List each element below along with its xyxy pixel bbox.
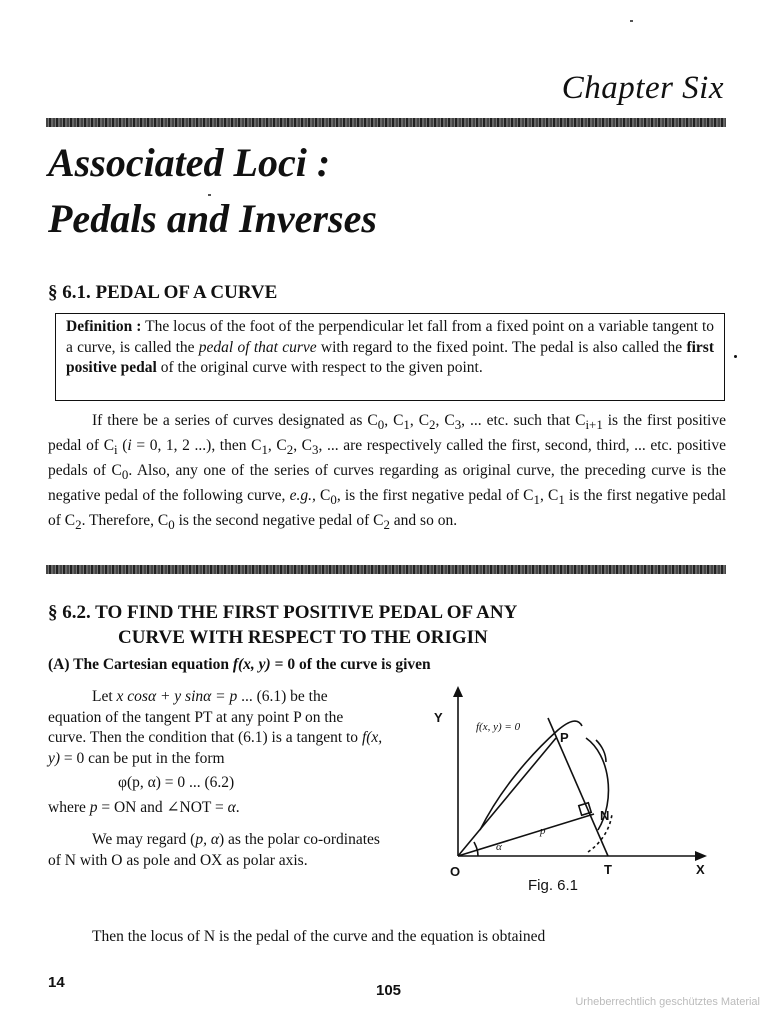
tangent-text: Let — [92, 688, 117, 705]
para-text: is the first positive pedal of C — [48, 412, 726, 455]
definition-box — [55, 313, 725, 401]
polar-paragraph — [48, 830, 384, 871]
section-heading-6-1: § 6.1. PEDAL OF A CURVE — [48, 282, 278, 303]
subheading-a — [48, 656, 431, 674]
para-italic: i — [127, 437, 132, 455]
curve-label: f(x, y) = 0 — [476, 721, 521, 733]
final-line: Then the locus of N is the pedal of the curve and the equation is obtained — [92, 928, 546, 945]
x-axis-label: X — [696, 862, 705, 877]
subheading-a-text: (A) The Cartesian equation — [48, 656, 233, 673]
y-axis-arrow — [453, 686, 463, 697]
para-sub: 0 — [168, 517, 175, 533]
where-text: where — [48, 798, 90, 816]
x-axis-arrow — [695, 851, 707, 861]
tangent-text-2: ... (6.1) be the equation of the tangent PT at any point P on the curve. Then the condition that (6.1) is a tangent to — [48, 688, 362, 746]
pedal-series-paragraph — [48, 410, 726, 535]
watermark: Urheberrechtlich geschütztes Material — [575, 996, 760, 1008]
point-n-label: N — [600, 808, 610, 823]
definition-italic: pedal of that curve — [198, 338, 317, 356]
left-column-text — [48, 687, 384, 871]
polar-pa: p, α — [195, 831, 219, 848]
para-italic: e.g., — [289, 487, 316, 505]
where-line — [48, 798, 384, 819]
tangent-paragraph — [48, 687, 384, 769]
para-sub: 0 — [377, 417, 385, 433]
para-sub: 1 — [558, 492, 565, 508]
tangent-fx: f(x, y) — [48, 729, 383, 767]
pedal-figure — [420, 680, 720, 900]
figure-caption: Fig. 6.1 — [528, 877, 579, 894]
alpha-label: α — [496, 841, 502, 853]
para-text: is the second negative pedal of C — [174, 512, 384, 530]
angle-arc — [474, 842, 478, 856]
para-sub: 2 — [286, 442, 294, 458]
top-rule — [46, 118, 726, 127]
para-sub: 0 — [330, 492, 337, 508]
section-heading-6-2 — [48, 600, 517, 650]
definition-text-a: The locus of the foot of the perpendicular let fall from a fixed point on a variable tangent to a curve, is called the — [66, 318, 714, 356]
scan-speck — [208, 194, 211, 196]
para-text: C — [315, 487, 331, 505]
para-sub: 3 — [312, 442, 319, 458]
title-line-1: Associated Loci : — [48, 140, 331, 185]
para-text: , ... etc. such that C — [461, 412, 586, 429]
subheading-a-fx: f(x, y) — [232, 656, 271, 673]
y-axis-label: Y — [434, 710, 443, 725]
title-line-2: Pedals and Inverses — [48, 196, 377, 241]
para-text: is the first negative pedal of C — [48, 487, 727, 530]
line-op — [458, 738, 556, 856]
page-number: 105 — [376, 982, 402, 999]
para-text: , C — [409, 412, 430, 429]
para-text: , C — [435, 412, 455, 429]
tangent-line-pt — [548, 718, 608, 856]
p-length-label: p — [540, 825, 546, 837]
para-text: . Also, any one of the series of curves regarding as original curve, the preceding curve is the negative pedal of the following curve, — [48, 462, 726, 505]
para-text: . Therefore, C — [81, 512, 169, 530]
para-sub: 1 — [261, 442, 268, 458]
scan-speck — [630, 20, 633, 22]
equation-6-2: φ(p, α) = 0 ... (6.2) — [118, 774, 235, 791]
subheading-a-text2: = 0 of the curve is given — [270, 656, 431, 673]
para-text: , C — [384, 412, 404, 429]
para-sub: 1 — [533, 492, 540, 508]
para-sub: 2 — [75, 517, 82, 533]
polar-text: We may regard ( — [92, 831, 196, 848]
polar-text-2: ) as the polar co-ordinates of N with O as pole and OX as polar axis. — [48, 831, 380, 869]
para-text: , C — [267, 437, 287, 455]
definition-text-b: with regard to the fixed point. The pedal is also called the — [316, 338, 687, 356]
definition-text-c: of the original curve with respect to the given point. — [156, 359, 483, 376]
where-text-3: . — [235, 798, 240, 816]
para-sub: i+1 — [585, 417, 603, 433]
para-sub: 0 — [121, 467, 129, 483]
para-sub: 1 — [403, 417, 410, 433]
para-text: ( — [117, 437, 128, 455]
section-heading-6-2-line2: CURVE WITH RESPECT TO THE ORIGIN — [118, 627, 488, 648]
para-text: , ... are respectively called the first, second, third, ... etc. positive pedals of C — [48, 437, 726, 480]
definition-label: Definition : — [66, 318, 142, 335]
perpendicular-on — [458, 814, 594, 856]
where-text-2: = ON and ∠NOT = — [97, 798, 228, 816]
para-sub: 2 — [429, 417, 436, 433]
para-text: and so on. — [389, 512, 458, 530]
left-page-number: 14 — [48, 974, 65, 991]
where-p: p — [89, 798, 98, 816]
point-t-label: T — [604, 862, 612, 877]
point-p-label: P — [560, 730, 569, 745]
chapter-title — [48, 135, 377, 247]
chapter-label: Chapter Six — [561, 70, 724, 106]
para-text: = 0, 1, 2 ...), then C — [131, 437, 262, 455]
section-heading-6-2-line1: § 6.2. TO FIND THE FIRST POSITIVE PEDAL OF ANY — [48, 602, 518, 623]
tangent-equation: x cosα + y sinα = p — [116, 688, 238, 705]
para-text: , is the first negative pedal of C — [336, 487, 534, 505]
para-text: , C — [293, 437, 313, 455]
para-sub: i — [114, 442, 118, 458]
origin-label: O — [450, 864, 461, 879]
margin-dot — [734, 355, 737, 358]
para-sub: 2 — [383, 517, 390, 533]
para-sub: 3 — [454, 417, 462, 433]
para-text: If there be a series of curves designated as C — [92, 412, 378, 429]
para-text: , C — [539, 487, 559, 505]
definition-bold: first positive pedal — [66, 338, 714, 376]
tangent-text-3: = 0 can be put in the form — [60, 749, 225, 767]
middle-rule — [46, 565, 726, 574]
where-alpha: α — [227, 798, 236, 816]
